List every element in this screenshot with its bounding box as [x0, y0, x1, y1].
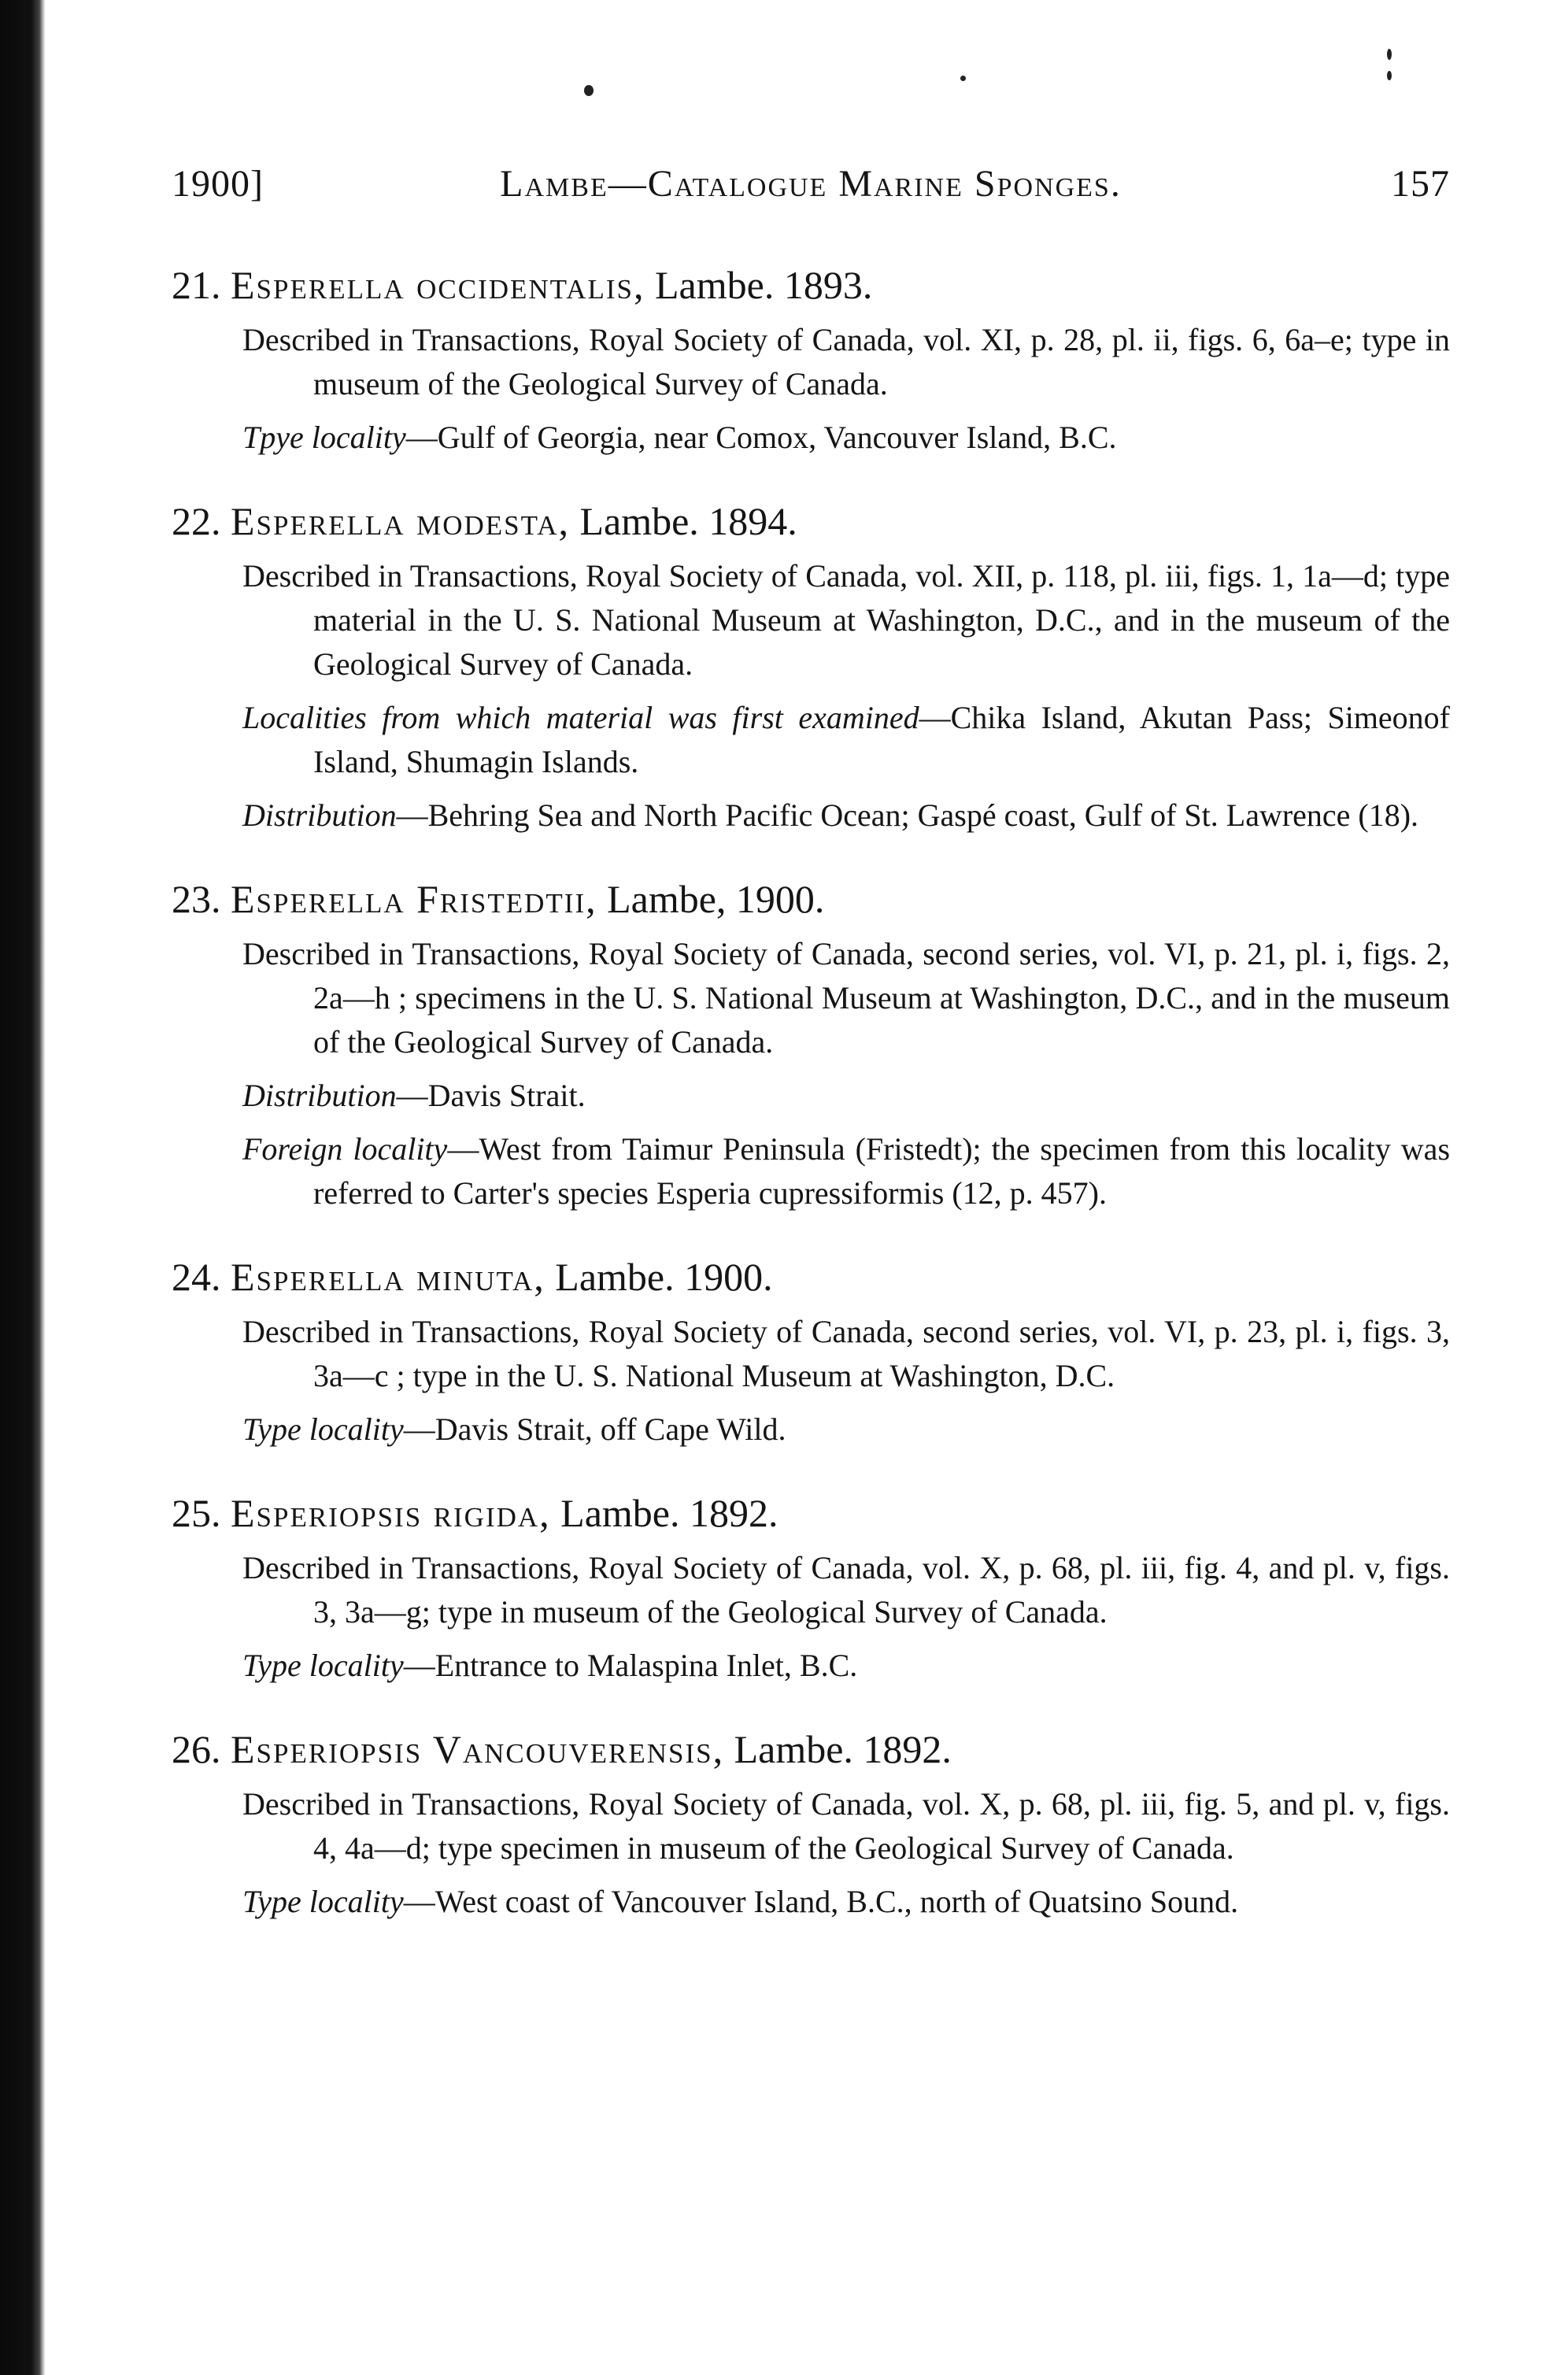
paragraph-lead: Type locality — [242, 1411, 404, 1447]
paragraph-text: —Entrance to Malaspina Inlet, B.C. — [403, 1648, 858, 1683]
entry-paragraph — [242, 932, 1450, 1064]
catalogue-entry — [172, 1252, 1450, 1452]
entry-heading — [172, 496, 1450, 546]
entry-number: 21. — [172, 263, 221, 307]
paragraph-text: Described in Transactions, Royal Society of Canada, vol. X, p. 68, pl. iii, fig. 5, and pl. v, figs. 4, 4a—d; type specimen in museum of the Geological Survey of Canada. — [242, 1786, 1450, 1866]
paragraph-lead: Type locality — [242, 1884, 404, 1919]
entry-paragraph — [242, 1782, 1450, 1870]
entry-heading — [172, 874, 1450, 924]
species-author: Lambe. 1894. — [579, 499, 797, 543]
paragraph-text: Described in Transactions, Royal Society of Canada, vol. XII, p. 118, pl. iii, figs. 1, 1a—d; type material in the U. S. National Museum at Washington, D.C., and in the museum of the Geological Survey of Canada. — [242, 558, 1450, 682]
entry-paragraph — [242, 1310, 1450, 1398]
species-author: Lambe. 1892. — [560, 1491, 778, 1535]
entry-paragraph — [242, 1880, 1450, 1924]
entry-paragraph — [242, 1127, 1450, 1215]
entry-heading — [172, 1724, 1450, 1774]
entry-heading — [172, 260, 1450, 310]
species-name: Esperiopsis Vancouverensis, — [231, 1727, 725, 1771]
species-author: Lambe. 1892. — [734, 1727, 952, 1771]
paragraph-text: —Behring Sea and North Pacific Ocean; Gaspé coast, Gulf of St. Lawrence (18). — [396, 797, 1419, 833]
entry-paragraph — [242, 318, 1450, 406]
entry-paragraph — [242, 696, 1450, 784]
catalogue-entries — [172, 260, 1450, 1960]
catalogue-entry — [172, 496, 1450, 838]
entry-heading — [172, 1252, 1450, 1302]
species-name: Esperiopsis rigida, — [231, 1491, 551, 1535]
species-name: Esperella modesta, — [231, 499, 570, 543]
paragraph-text: —Davis Strait, off Cape Wild. — [403, 1411, 786, 1447]
entry-number: 23. — [172, 877, 221, 921]
paragraph-text: —Gulf of Georgia, near Comox, Vancouver Island, B.C. — [405, 420, 1117, 455]
entry-paragraph — [242, 1074, 1450, 1118]
paragraph-lead: Tpye locality — [242, 420, 406, 455]
species-name: Esperella Fristedtii, — [231, 877, 597, 921]
entry-number: 24. — [172, 1255, 221, 1299]
entry-number: 26. — [172, 1727, 221, 1771]
species-author: Lambe, 1900. — [607, 877, 825, 921]
species-author: Lambe. 1893. — [655, 263, 873, 307]
header-title: Lambe—Catalogue Marine Sponges. — [500, 163, 1122, 205]
scan-speck — [1387, 49, 1392, 60]
scan-speck — [1387, 71, 1392, 80]
species-author: Lambe. 1900. — [555, 1255, 773, 1299]
entry-paragraph — [242, 1408, 1450, 1452]
entry-paragraph — [242, 1644, 1450, 1688]
paragraph-lead: Foreign locality — [242, 1131, 448, 1167]
catalogue-entry — [172, 260, 1450, 460]
scan-speck — [584, 85, 594, 96]
scan-binding-edge — [0, 0, 46, 2375]
scan-speck — [960, 76, 966, 81]
running-header — [172, 162, 1450, 209]
paragraph-text: —Chika Island, Akutan Pass; Simeonof Island, Shumagin Islands. — [313, 700, 1451, 779]
entry-paragraph — [242, 554, 1450, 686]
paragraph-lead: Type locality — [242, 1648, 404, 1683]
paragraph-text: —West from Taimur Peninsula (Fristedt); the specimen from this locality was referred to Carter's species Esperia cupressiformis (12, p. 457). — [313, 1131, 1451, 1211]
paragraph-lead: Distribution — [242, 1078, 397, 1113]
paragraph-lead: Localities from which material was first examined — [242, 700, 919, 735]
paragraph-lead: Distribution — [242, 797, 397, 833]
species-name: Esperella occidentalis, — [231, 263, 645, 307]
paragraph-text: Described in Transactions, Royal Society of Canada, second series, vol. VI, p. 23, pl. i, figs. 3, 3a—c ; type in the U. S. National Museum at Washington, D.C. — [242, 1314, 1450, 1393]
entry-heading — [172, 1488, 1450, 1538]
entry-number: 25. — [172, 1491, 221, 1535]
page-number: 157 — [1391, 163, 1450, 205]
paragraph-text: Described in Transactions, Royal Society of Canada, second series, vol. VI, p. 21, pl. i, figs. 2, 2a—h ; specimens in the U. S. National Museum at Washington, D.C., and in the museum of the Geological Survey of Canada. — [242, 936, 1450, 1060]
paragraph-text: Described in Transactions, Royal Society of Canada, vol. XI, p. 28, pl. ii, figs. 6, 6a–e; type in museum of the Geological Survey of Canada. — [242, 322, 1450, 401]
header-year: 1900] — [172, 163, 264, 205]
entry-paragraph — [242, 794, 1450, 838]
catalogue-entry — [172, 1488, 1450, 1688]
paragraph-text: Described in Transactions, Royal Society of Canada, vol. X, p. 68, pl. iii, fig. 4, and pl. v, figs. 3, 3a—g; type in museum of the Geological Survey of Canada. — [242, 1550, 1450, 1630]
catalogue-entry — [172, 1724, 1450, 1924]
entry-number: 22. — [172, 499, 221, 543]
paragraph-text: —West coast of Vancouver Island, B.C., north of Quatsino Sound. — [403, 1884, 1239, 1919]
catalogue-entry — [172, 874, 1450, 1215]
species-name: Esperella minuta, — [231, 1255, 545, 1299]
entry-paragraph — [242, 416, 1450, 460]
paragraph-text: —Davis Strait. — [396, 1078, 586, 1113]
entry-paragraph — [242, 1546, 1450, 1634]
